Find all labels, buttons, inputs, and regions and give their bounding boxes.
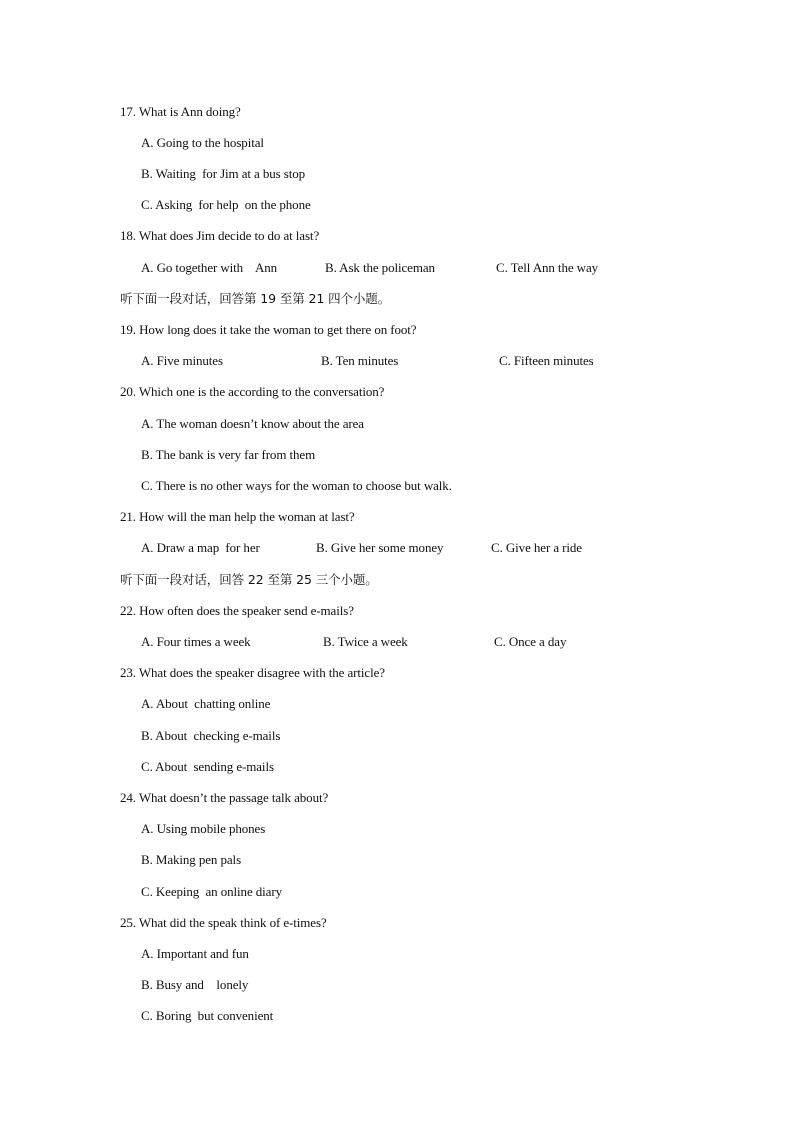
question-23-option-a: A. About chatting online bbox=[141, 696, 271, 711]
question-20-option-c: C. There is no other ways for the woman to choose but walk. bbox=[141, 478, 452, 493]
question-19-option-a: A. Five minutes bbox=[141, 353, 223, 368]
question-21-option-b: B. Give her some money bbox=[316, 540, 444, 555]
question-25-option-b: B. Busy and lonely bbox=[141, 977, 249, 992]
question-20-stem: 20. Which one is the according to the conversation? bbox=[120, 384, 385, 399]
question-17-option-a: A. Going to the hospital bbox=[141, 135, 264, 150]
question-22-option-a: A. Four times a week bbox=[141, 634, 251, 649]
question-23-option-b: B. About checking e-mails bbox=[141, 728, 281, 743]
question-22-option-c: C. Once a day bbox=[494, 634, 567, 649]
question-19-option-b: B. Ten minutes bbox=[321, 353, 399, 368]
question-24-option-b: B. Making pen pals bbox=[141, 852, 242, 867]
question-23-option-c: C. About sending e-mails bbox=[141, 759, 274, 774]
question-18-option-a: A. Go together with Ann bbox=[141, 260, 278, 275]
question-18-stem: 18. What does Jim decide to do at last? bbox=[120, 228, 320, 243]
question-21-stem: 21. How will the man help the woman at last? bbox=[120, 509, 355, 524]
question-24-option-c: C. Keeping an online diary bbox=[141, 884, 282, 899]
question-17-option-c: C. Asking for help on the phone bbox=[141, 197, 311, 212]
question-24-option-a: A. Using mobile phones bbox=[141, 821, 266, 836]
section-instruction: 听下面一段对话，回答 22 至第 25 三个小题。 bbox=[120, 572, 378, 587]
question-22-stem: 22. How often does the speaker send e-mails? bbox=[120, 603, 354, 618]
section-instruction: 听下面一段对话，回答第 19 至第 21 四个小题。 bbox=[120, 291, 391, 306]
question-17-stem: 17. What is Ann doing? bbox=[120, 104, 241, 119]
question-25-stem: 25. What did the speak think of e-times? bbox=[120, 915, 327, 930]
question-25-option-a: A. Important and fun bbox=[141, 946, 249, 961]
question-21-option-a: A. Draw a map for her bbox=[141, 540, 260, 555]
question-24-stem: 24. What doesn’t the passage talk about? bbox=[120, 790, 329, 805]
question-21-option-c: C. Give her a ride bbox=[491, 540, 582, 555]
question-20-option-a: A. The woman doesn’t know about the area bbox=[141, 416, 364, 431]
question-20-option-b: B. The bank is very far from them bbox=[141, 447, 316, 462]
question-22-option-b: B. Twice a week bbox=[323, 634, 408, 649]
question-23-stem: 23. What does the speaker disagree with the article? bbox=[120, 665, 385, 680]
question-19-option-c: C. Fifteen minutes bbox=[499, 353, 594, 368]
question-18-option-c: C. Tell Ann the way bbox=[496, 260, 599, 275]
question-17-option-b: B. Waiting for Jim at a bus stop bbox=[141, 166, 306, 181]
question-19-stem: 19. How long does it take the woman to get there on foot? bbox=[120, 322, 417, 337]
question-25-option-c: C. Boring but convenient bbox=[141, 1008, 274, 1023]
question-18-option-b: B. Ask the policeman bbox=[325, 260, 435, 275]
